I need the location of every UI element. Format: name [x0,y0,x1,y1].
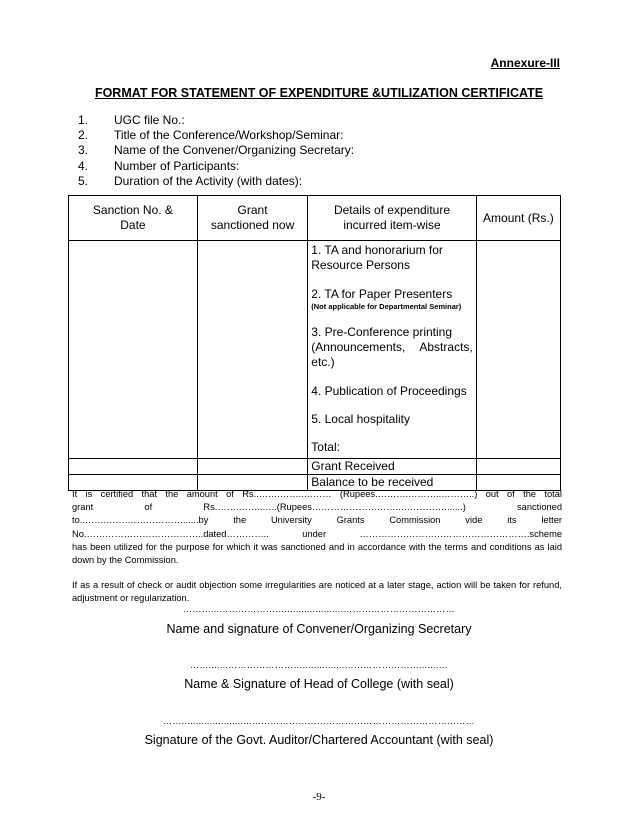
page-number: -9- [312,791,326,803]
info-item [78,128,354,143]
header-details: Details of expenditure incurred item-wise [308,196,476,241]
amount-cell [476,241,560,459]
certificate-line: to..…….…….………………......by the University Grants Commission vide its letter [72,515,562,526]
grant-received-row [69,458,561,474]
ta-presenters-note: (Not applicable for Departmental Seminar) [311,301,462,311]
header-amount: Amount (Rs.) [476,196,560,241]
annexure-label: Annexure-III [490,56,560,70]
info-item [78,113,354,128]
info-item [78,174,354,189]
info-list [78,113,354,189]
convener-signature-label: Name and signature of Convener/Organizing Secretary [166,622,472,636]
printing-item [311,325,472,371]
header-grant: Grant sanctioned now [197,196,307,241]
item-number: 5. [78,173,89,188]
convener-signature-line: ………...………………….....................……………………………… [183,604,455,614]
info-item [78,159,354,174]
certificate-line: grant of Rs.…….……..…..(Rupees………………………..……………......) sanctioned [72,502,562,513]
grant-received-label: Grant Received [308,458,476,474]
item-number: 4. [78,158,89,173]
details-cell [308,241,476,459]
printing-line-3: etc.) [311,355,335,370]
printing-line-2: (Announcements, Abstracts, [311,340,473,355]
head-signature-line: …….......……………………...............…………………….......… [190,660,448,670]
table-header-row [69,196,561,241]
empty-cell [69,458,198,474]
publication-item: 4. Publication of Proceedings [311,383,467,398]
certificate-line: No.………………………………..dated………….. under ……………………………………………….scheme [72,528,562,539]
hospitality-item: 5. Local hospitality [311,412,410,427]
printing-line-1: 3. Pre-Conference printing [311,324,453,339]
ta-honorarium-item: 1. TA and honorarium for Resource Persons [311,243,443,273]
item-text: Number of Participants: [114,158,240,173]
item-number: 2. [78,128,89,143]
item-text: Title of the Conference/Workshop/Seminar: [114,128,344,143]
item-text: Name of the Convener/Organizing Secretary: [114,143,355,158]
info-item [78,143,354,158]
item-text: Duration of the Activity (with dates): [114,173,303,188]
item-text: UGC file No.: [114,113,185,127]
ta-presenters-label: 2. TA for Paper Presenters [311,286,453,301]
item-number: 1. [78,113,89,127]
total-label: Total: [311,440,340,455]
table-body-row [69,241,561,459]
head-signature-label: Name & Signature of Head of College (with seal) [184,677,454,691]
certificate-line: has been utilized for the purpose for which it was sanctioned and in accordance with the terms and conditions as laid down by the Commission. [72,541,562,566]
expenditure-table [68,195,561,491]
auditor-signature-label: Signature of the Govt. Auditor/Chartered Accountant (with seal) [144,733,494,747]
grant-cell [197,241,307,459]
document-title: FORMAT FOR STATEMENT OF EXPENDITURE &UTILIZATION CERTIFICATE [94,86,544,100]
header-sanction: Sanction No. & Date [69,196,198,241]
grant-received-amount [476,458,560,474]
balance-label: Balance to be received [308,474,476,490]
item-number: 3. [78,143,89,158]
empty-cell [197,458,307,474]
audit-paragraph: If as a result of check or audit objection some irregularities are noticed at a later stage, action will be taken for refund, adjustment or regularization. [72,580,562,604]
certificate-text [72,488,562,606]
sanction-cell [69,241,198,459]
auditor-signature-line: …….........................……………………………………………………………… [163,716,475,726]
certificate-line: It is certified that the amount of Rs..…….……..……… (Rupees.……….………..………..) out of the total [72,489,562,499]
ta-presenters-item [311,287,472,312]
